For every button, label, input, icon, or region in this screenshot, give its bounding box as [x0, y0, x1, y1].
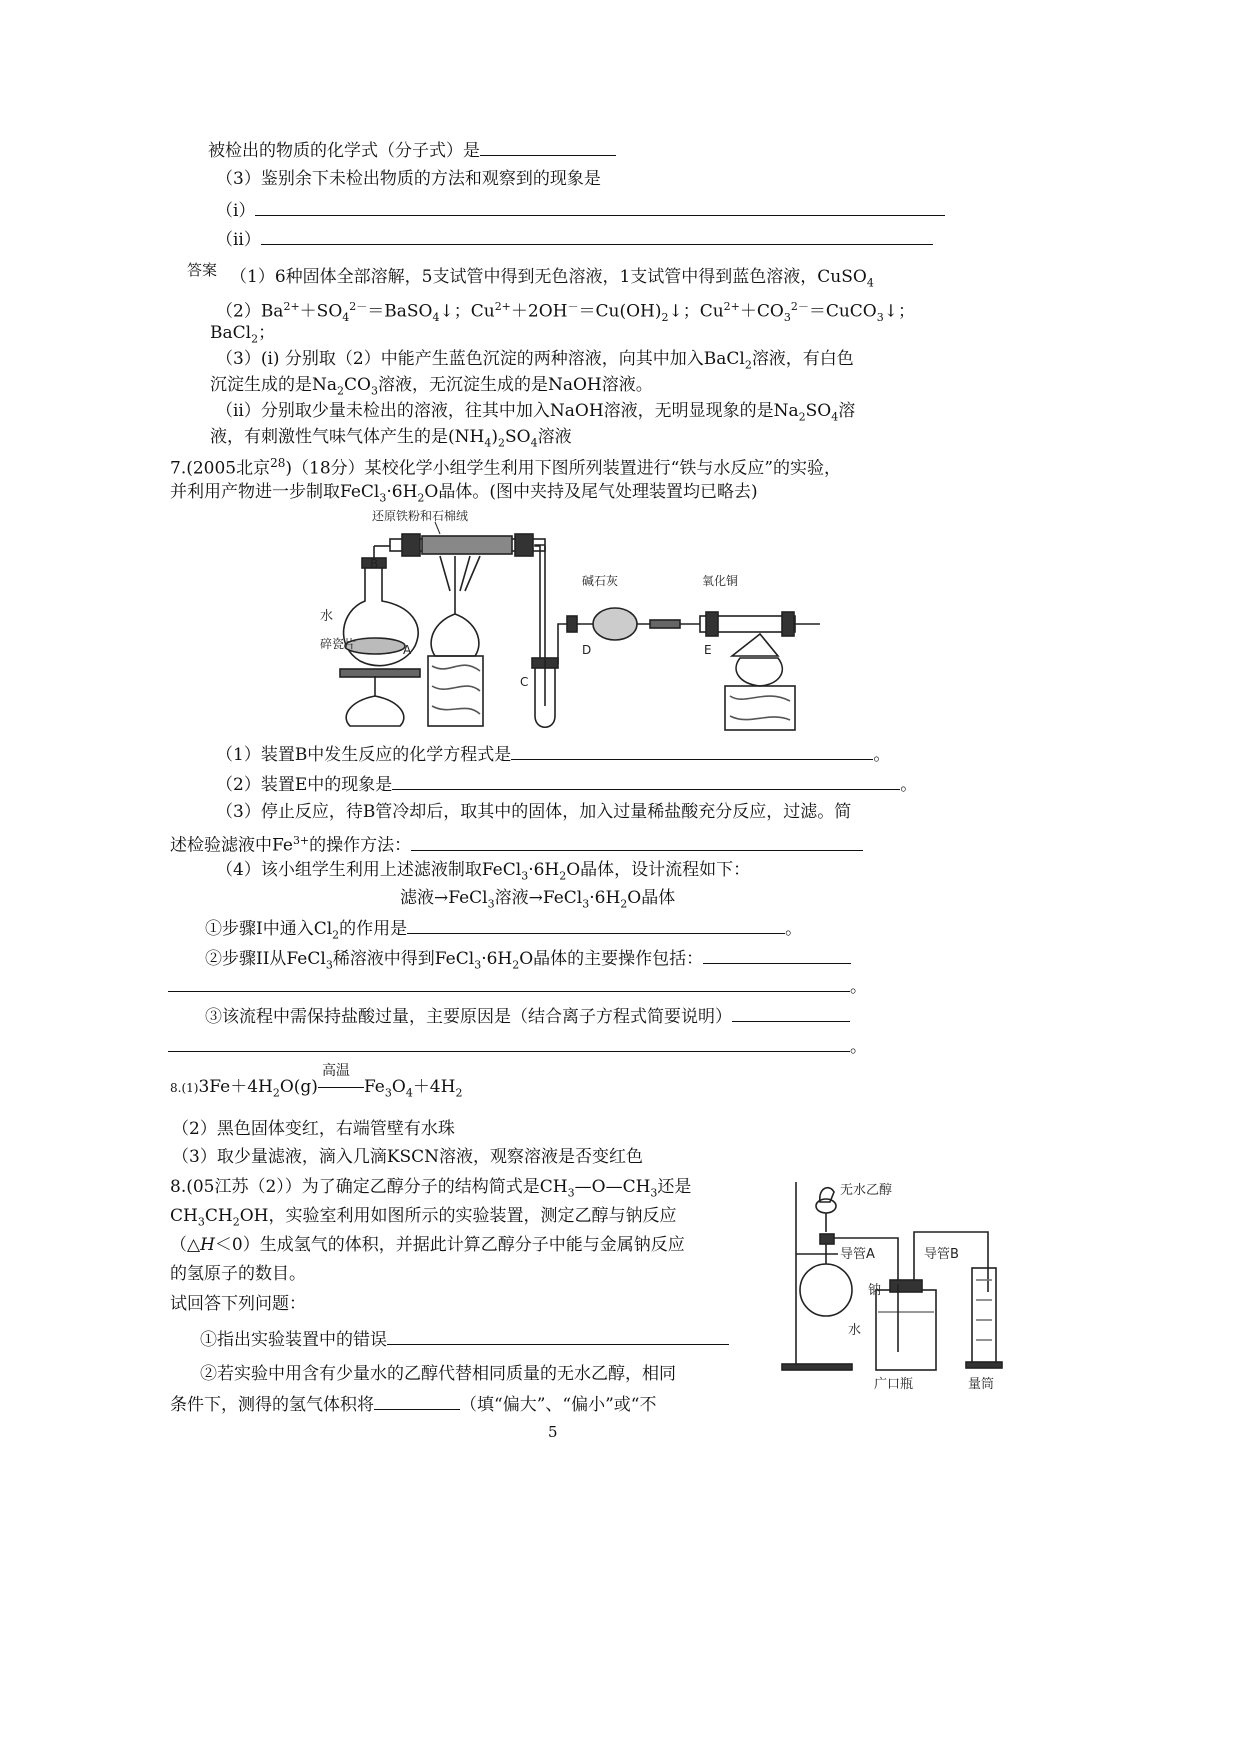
text: (1)	[181, 1081, 199, 1095]
text: SO	[504, 427, 531, 447]
wood-block-e	[725, 686, 795, 730]
subscript: 3	[197, 1215, 205, 1229]
label-b: B	[370, 557, 379, 571]
superscript: 3+	[292, 834, 310, 847]
question-8-part1	[200, 1326, 729, 1352]
subscript: 4	[405, 1086, 413, 1100]
subscript: 2	[744, 358, 752, 372]
wide-mouth-bottle	[876, 1290, 936, 1370]
answer-8-2: （2）黑色固体变红，右端管壁有水珠	[172, 1119, 455, 1139]
answer-blank[interactable]	[168, 973, 850, 992]
text: ③该流程中需保持盐酸过量，主要原因是（结合离子方程式简要说明）	[205, 1007, 732, 1027]
text: Fe	[363, 1077, 385, 1097]
text: 的操作方法：	[309, 835, 412, 856]
answer-blank[interactable]	[392, 771, 900, 790]
text: 液，有刺激性气味气体产生的是(NH	[210, 427, 485, 447]
label-tube-a: 导管A	[840, 1247, 875, 1262]
answer-1	[230, 265, 874, 295]
text: 3Fe＋4H	[198, 1077, 273, 1097]
text: ·6H	[386, 482, 418, 502]
label-a: A	[403, 643, 412, 657]
drying-bulb-d	[593, 608, 637, 640]
answer-blank[interactable]	[407, 915, 785, 934]
label-measuring-cylinder: 量筒	[968, 1377, 995, 1392]
label-chips: 碎瓷片	[320, 637, 357, 651]
subscript: 2	[417, 491, 425, 505]
answer-blank[interactable]	[411, 832, 863, 851]
text: ＝CuCO	[808, 301, 877, 322]
subscript: 2	[332, 928, 340, 942]
question-8-part2: ②若实验中用含有少量水的乙醇代替相同质量的无水乙醇，相同	[200, 1364, 676, 1384]
step-3-continuation	[168, 1033, 867, 1059]
subscript: 3	[370, 384, 378, 398]
text: ·6H	[481, 949, 513, 969]
text: ②步骤II从FeCl	[205, 949, 326, 969]
text: )（18分）某校化学小组学生利用下图所列装置进行“铁与水反应”的实验，	[285, 458, 842, 479]
answer-blank[interactable]	[374, 1391, 460, 1410]
text: CH	[204, 1206, 233, 1226]
answer-blank[interactable]	[732, 1003, 850, 1022]
text: O晶体。(图中夹持及尾气处理装置均已略去)	[424, 482, 758, 502]
subscript: 3	[582, 897, 590, 911]
text: 的作用是	[339, 919, 408, 939]
question-7-4	[216, 858, 750, 888]
text: 溶液→FeCl	[494, 888, 583, 908]
answer-blank[interactable]	[703, 945, 851, 964]
subscript: 4	[432, 311, 440, 325]
text: ①步骤I中通入Cl	[205, 919, 333, 939]
text: BaCl	[210, 323, 252, 343]
step-2-continuation	[168, 973, 867, 999]
text: 8.	[170, 1081, 182, 1095]
tube-b	[914, 1232, 988, 1292]
text: 。	[850, 977, 867, 997]
question-7-3b	[170, 829, 863, 858]
question-8-line1	[170, 1175, 691, 1205]
subscript: 3	[384, 1086, 392, 1100]
question-7-1	[216, 741, 890, 767]
subscript: 2	[232, 1215, 240, 1229]
line-q3-method	[216, 167, 601, 191]
question-8-line3	[170, 1233, 685, 1257]
text: 8.(05江苏（2））为了确定乙醇分子的结构简式是CH	[170, 1177, 568, 1197]
text: 溶液	[537, 427, 572, 447]
text: ·6H	[589, 888, 621, 908]
text: （2）Ba	[216, 301, 284, 322]
text: O	[391, 1077, 406, 1097]
text: O(g)	[279, 1077, 318, 1097]
step-1	[205, 915, 802, 947]
line-detected-formula	[208, 137, 616, 163]
text: （2）装置E中的现象是	[216, 775, 393, 795]
iron-powder	[422, 536, 512, 554]
text: 述检验滤液中Fe	[170, 835, 293, 856]
line-i	[216, 197, 945, 223]
superscript: 2+	[723, 300, 740, 313]
text: )	[491, 427, 498, 447]
label-water: 水	[320, 609, 334, 624]
text: ＋SO	[299, 301, 343, 322]
text: （ii）	[216, 230, 261, 250]
answer-blank[interactable]	[387, 1326, 729, 1345]
subscript: 4	[342, 311, 350, 325]
text: （填“偏大”、“偏小”或“不	[460, 1395, 657, 1415]
question-7-heading	[170, 451, 841, 481]
text: 。	[900, 775, 918, 795]
subscript: 2	[337, 384, 345, 398]
page-number: 5	[548, 1423, 558, 1441]
text: 。	[850, 1037, 867, 1057]
text: ↓；Cu	[439, 301, 495, 322]
text: （△	[170, 1235, 201, 1255]
reaction-arrow	[318, 1063, 364, 1099]
question-8-part2b	[170, 1391, 656, 1417]
text: H	[200, 1235, 215, 1255]
text: 7.(2005北京	[170, 458, 271, 479]
subscript: 3	[650, 1186, 658, 1200]
text: ＝Cu(OH)	[578, 301, 662, 322]
answer-blank[interactable]	[168, 1033, 850, 1052]
text: 溶液，无沉淀生成的是NaOH溶液。	[377, 375, 653, 395]
line-ii	[216, 226, 933, 252]
flow-chart-line	[400, 886, 675, 916]
text: ↓；Cu	[668, 301, 724, 322]
subscript: 2	[272, 1086, 280, 1100]
text: ；	[258, 323, 276, 343]
answer-blank[interactable]	[255, 197, 945, 216]
text: 还是	[657, 1177, 692, 1197]
answer-8-3: （3）取少量滤液，滴入几滴KSCN溶液，观察溶液是否变红色	[172, 1147, 644, 1167]
superscript: －	[567, 300, 579, 313]
subscript: 2	[798, 410, 806, 424]
answer-2	[216, 295, 915, 330]
text: 条件下，测得的氢气体积将	[170, 1395, 374, 1415]
text: （1）6种固体全部溶解，5支试管中得到无色溶液，1支试管中得到蓝色溶液，CuSO	[230, 267, 867, 287]
text: ＋2OH	[510, 301, 568, 322]
answer-blank[interactable]	[511, 741, 873, 760]
text: O晶体，设计流程如下：	[566, 860, 751, 880]
subscript: 3	[521, 869, 529, 883]
text: （3）停止反应，待B管冷却后，取其中的固体，加入过量稀盐酸充分反应，过滤。简	[216, 802, 852, 822]
question-7-2	[216, 771, 917, 797]
answer-blank[interactable]	[480, 137, 616, 156]
text: 滤液→FeCl	[400, 888, 488, 908]
iron-steam-apparatus-figure	[320, 506, 840, 734]
subscript: 4	[484, 436, 492, 450]
text: ＋CO	[739, 301, 784, 322]
text: O晶体的主要操作包括：	[519, 949, 704, 969]
label-wide-mouth-bottle: 广口瓶	[874, 1377, 914, 1392]
text: （4）该小组学生利用上述滤液制取FeCl	[216, 860, 522, 880]
subscript: 2	[455, 1086, 463, 1100]
label-soda-lime: 碱石灰	[582, 574, 619, 588]
label-sodium: 钠	[868, 1283, 882, 1298]
subscript: 2	[512, 958, 520, 972]
text: （3）鉴别余下未检出物质的方法和观察到的现象是	[216, 169, 601, 189]
subscript: 4	[866, 276, 874, 290]
text: CO	[344, 375, 371, 395]
ethanol-sodium-apparatus-figure	[778, 1172, 1028, 1392]
label-c: C	[520, 675, 529, 689]
subscript: 3	[379, 491, 387, 505]
text: 溶液，有白色	[751, 349, 854, 369]
question-8-line2	[170, 1204, 676, 1234]
superscript: 2－	[790, 300, 809, 313]
superscript: 2+	[494, 300, 511, 313]
text: （ii）分别取少量未检出的溶液，往其中加入NaOH溶液，无明显现象的是Na	[216, 401, 799, 421]
subscript: 2	[497, 436, 505, 450]
label-anhydrous-ethanol: 无水乙醇	[840, 1183, 893, 1198]
text: （3）(i) 分别取（2）中能产生蓝色沉淀的两种溶液，向其中加入BaCl	[216, 349, 745, 369]
answer-blank[interactable]	[261, 226, 933, 245]
text: （1）装置B中发生反应的化学方程式是	[216, 745, 512, 765]
answer-8-equation	[170, 1063, 463, 1105]
round-flask	[800, 1264, 852, 1316]
superscript: 2－	[349, 300, 368, 313]
text: 沉淀生成的是Na	[210, 375, 338, 395]
text: ＋4H	[412, 1077, 456, 1097]
label-water: 水	[848, 1323, 862, 1338]
text: ＜0）生成氢气的体积，并据此计算乙醇分子中能与金属钠反应	[214, 1235, 685, 1255]
text: 被检出的物质的化学式（分子式）是	[208, 141, 480, 161]
label-tube-b: 导管B	[924, 1247, 959, 1262]
text: 并利用产物进一步制取FeCl	[170, 482, 380, 502]
subscript: 4	[530, 436, 538, 450]
text: O晶体	[627, 888, 676, 908]
superscript: 2+	[283, 300, 300, 313]
text: 。	[785, 919, 803, 939]
subscript: 3	[783, 311, 791, 325]
label-reduced-iron: 还原铁粉和石棉绒	[372, 509, 469, 523]
label-copper-oxide: 氧化铜	[702, 574, 739, 588]
label-d: D	[582, 643, 592, 657]
subscript: 3	[487, 897, 495, 911]
text: ＝BaSO	[367, 301, 433, 322]
question-8-line5: 试回答下列问题：	[170, 1294, 306, 1314]
text: 稀溶液中得到FeCl	[332, 949, 475, 969]
subscript: 3	[567, 1186, 575, 1200]
text: 溶	[838, 401, 856, 421]
question-7-3a	[216, 800, 851, 824]
condition-label: 高温	[321, 1063, 350, 1079]
text: ·6H	[528, 860, 560, 880]
text: OH，实验室利用如图所示的实验装置，测定乙醇与钠反应	[239, 1206, 677, 1226]
text: CH	[170, 1206, 198, 1226]
question-8-line4: 的氢原子的数目。	[170, 1264, 306, 1284]
subscript: 2	[620, 897, 628, 911]
subscript: 2	[661, 311, 669, 325]
subscript: 3	[876, 311, 884, 325]
text: ↓；	[883, 301, 915, 322]
label-e: E	[704, 643, 712, 657]
burner-a	[346, 696, 404, 726]
subscript: 3	[325, 958, 333, 972]
subscript: 3	[474, 958, 482, 972]
text: （i）	[216, 201, 256, 221]
superscript: 28	[270, 456, 286, 470]
text: —O—CH	[574, 1177, 651, 1197]
subscript: 2	[251, 332, 259, 346]
measuring-cylinder	[972, 1268, 996, 1364]
text: 。	[873, 745, 891, 765]
text: SO	[805, 401, 832, 421]
text: ①指出实验装置中的错误	[200, 1330, 387, 1350]
subscript: 2	[559, 869, 567, 883]
answer-label: 答案	[187, 261, 218, 279]
subscript: 4	[831, 410, 839, 424]
step-3	[205, 1003, 850, 1029]
